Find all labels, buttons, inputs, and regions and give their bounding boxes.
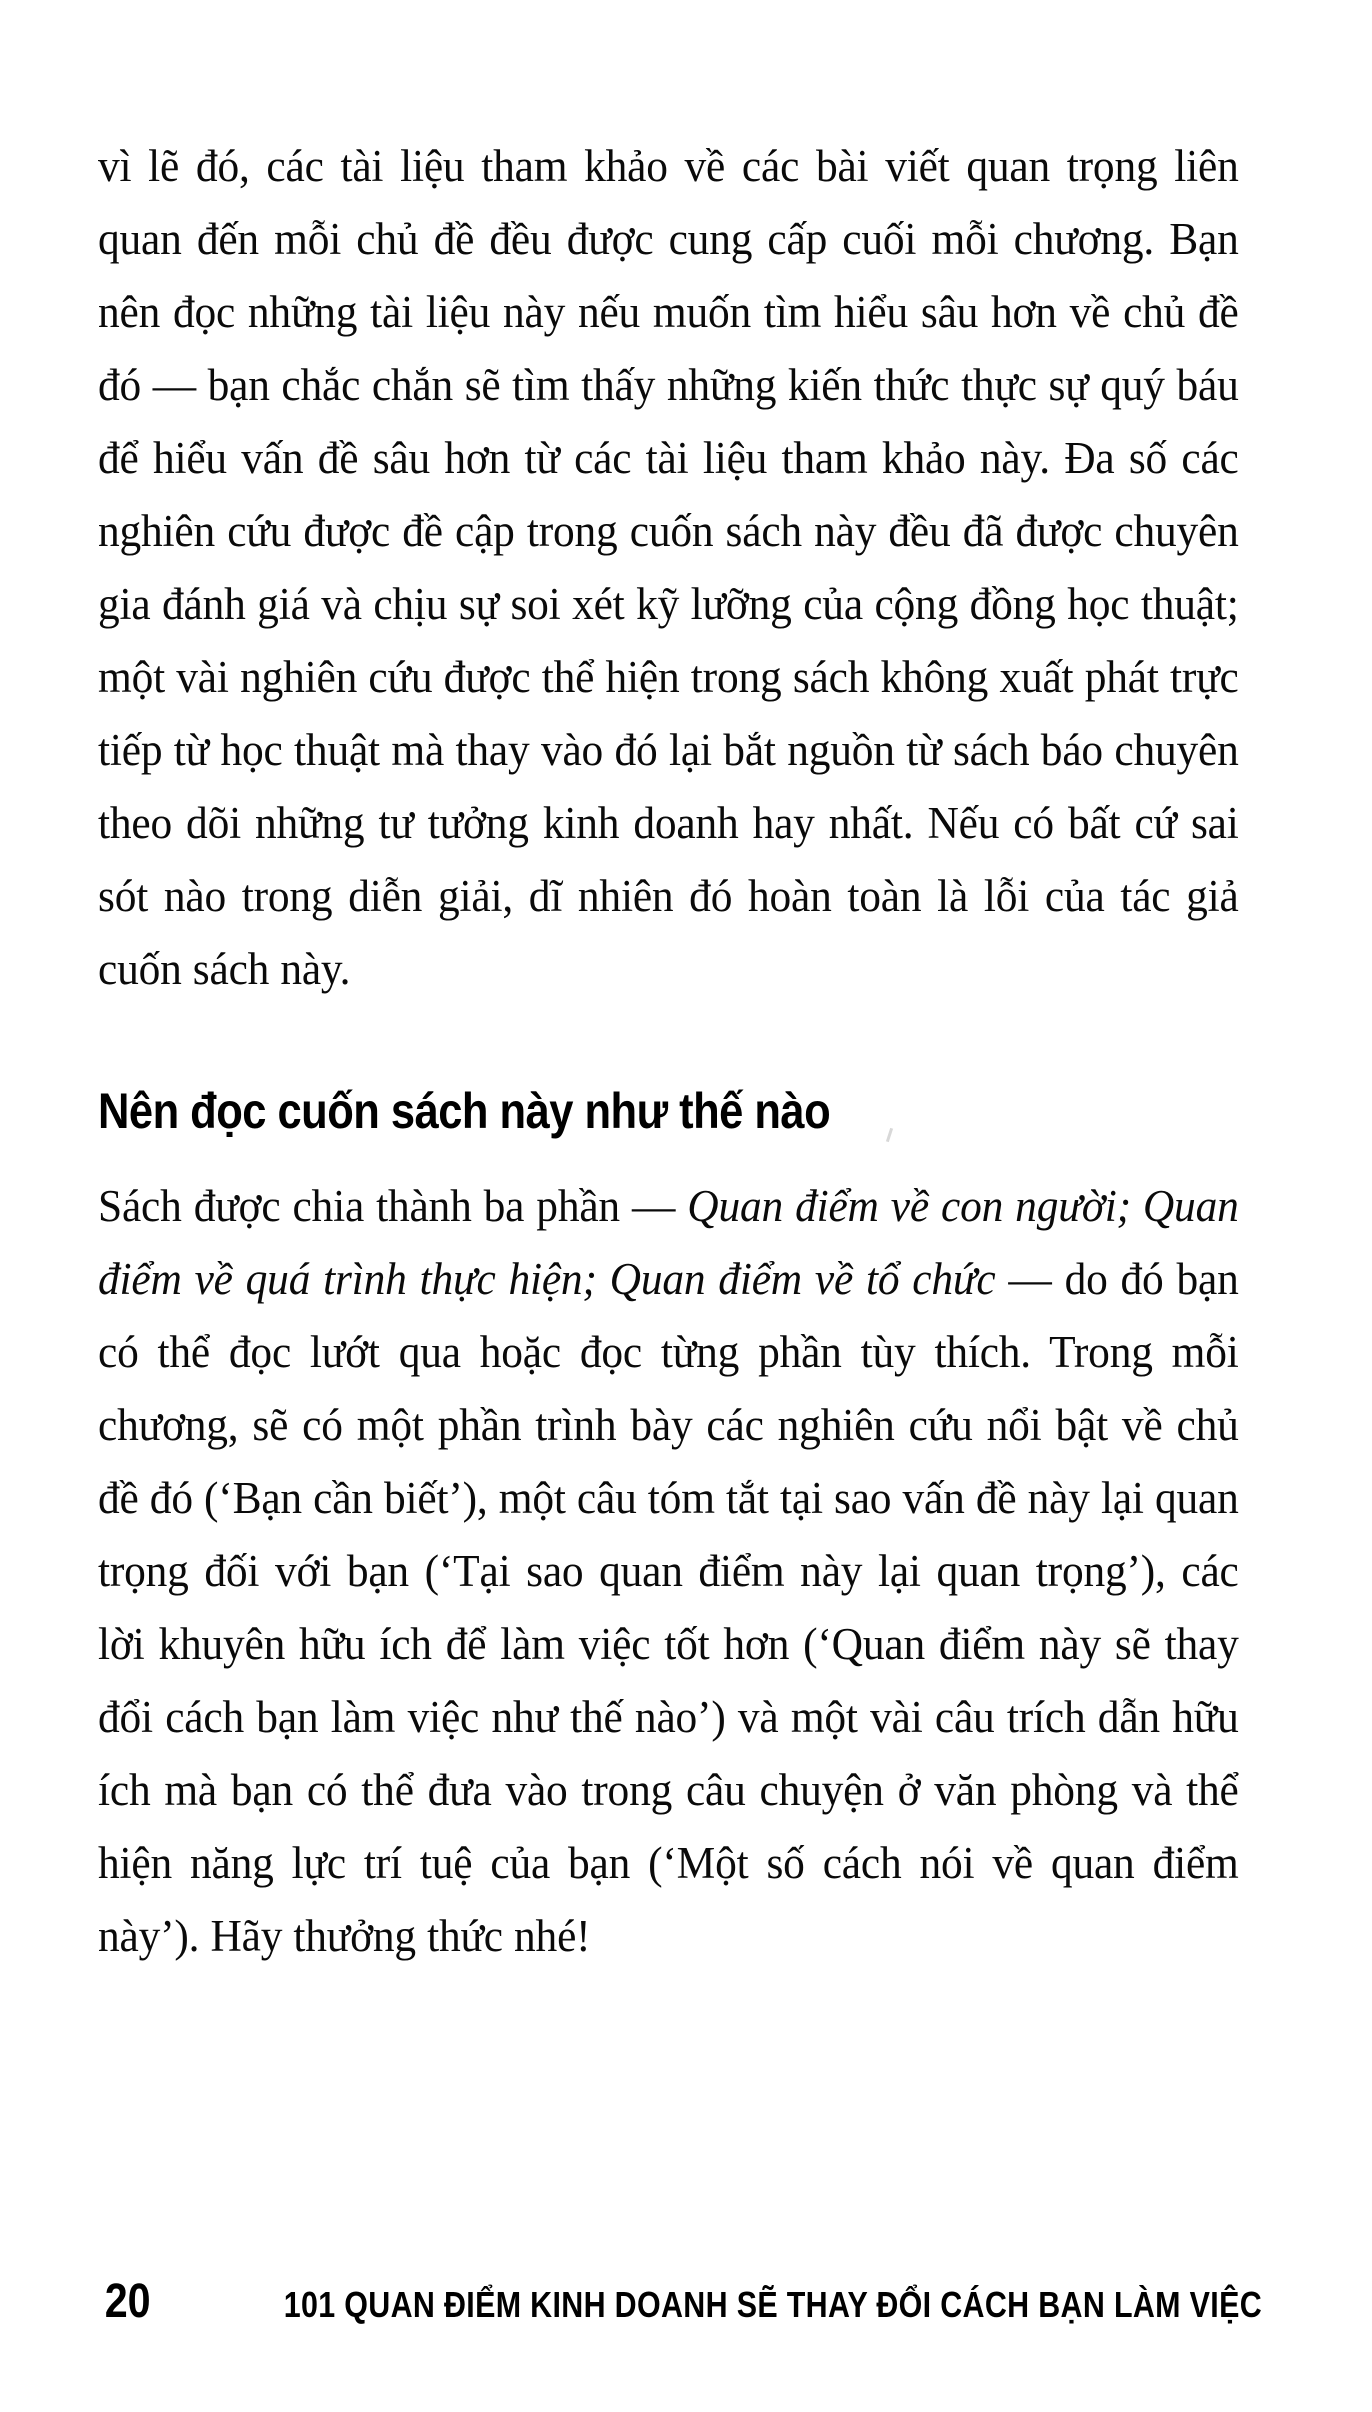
- running-head-title: 101 QUAN ĐIỂM KINH DOANH SẼ THAY ĐỔI CÁCH BẠN LÀM VIỆC: [283, 2284, 1263, 2325]
- paragraph-2-segment-plain-lead: Sách được chia thành ba phần —: [98, 1181, 688, 1231]
- page-content: [98, 130, 1280, 1973]
- paragraph-2-segment-plain-tail: — do đó bạn có thể đọc lướt qua hoặc đọc từng phần tùy thích. Trong mỗi chương, sẽ có một phần trình bày các nghiên cứu nổi bật về chủ đề đó (‘Bạn cần biết’), một câu tóm tắt tại sao vấn đề này lại quan trọng đối với bạn (‘Tại sao quan điểm này lại quan trọng’), các lời khuyên hữu ích để làm việc tốt hơn (‘Quan điểm này sẽ thay đổi cách bạn làm việc như thế nào’) và một vài câu trích dẫn hữu ích mà bạn có thể đưa vào trong câu chuyện ở văn phòng và thể hiện năng lực trí tuệ của bạn (‘Một số cách nói về quan điểm này’). Hãy thưởng thức nhé!: [98, 1254, 1239, 1961]
- spacer-after-heading: [98, 1140, 1280, 1170]
- body-paragraph-1: vì lẽ đó, các tài liệu tham khảo về các bài viết quan trọng liên quan đến mỗi chủ đề đều được cung cấp cuối mỗi chương. Bạn nên đọc những tài liệu này nếu muốn tìm hiểu sâu hơn về chủ đề đó — bạn chắc chắn sẽ tìm thấy những kiến thức thực sự quý báu để hiểu vấn đề sâu hơn từ các tài liệu tham khảo này. Đa số các nghiên cứu được đề cập trong cuốn sách này đều đã được chuyên gia đánh giá và chịu sự soi xét kỹ lưỡng của cộng đồng học thuật; một vài nghiên cứu được thể hiện trong sách không xuất phát trực tiếp từ học thuật mà thay vào đó lại bắt nguồn từ sách báo chuyên theo dõi những tư tưởng kinh doanh hay nhất. Nếu có bất cứ sai sót nào trong diễn giải, dĩ nhiên đó hoàn toàn là lỗi của tác giả cuốn sách này.: [98, 141, 1239, 994]
- page-number: 20: [104, 2275, 151, 2328]
- paragraph-2-segment-italic-part-titles: Quan điểm về con người; Quan điểm về quá trình thực hiện; Quan điểm về tổ chức: [98, 1181, 1239, 1304]
- body-paragraph-2: [98, 1170, 1239, 1973]
- section-heading: Nên đọc cuốn sách này như thế nào: [98, 1083, 831, 1139]
- page-footer: [98, 2275, 1288, 2328]
- spacer-before-heading: [98, 1006, 1280, 1082]
